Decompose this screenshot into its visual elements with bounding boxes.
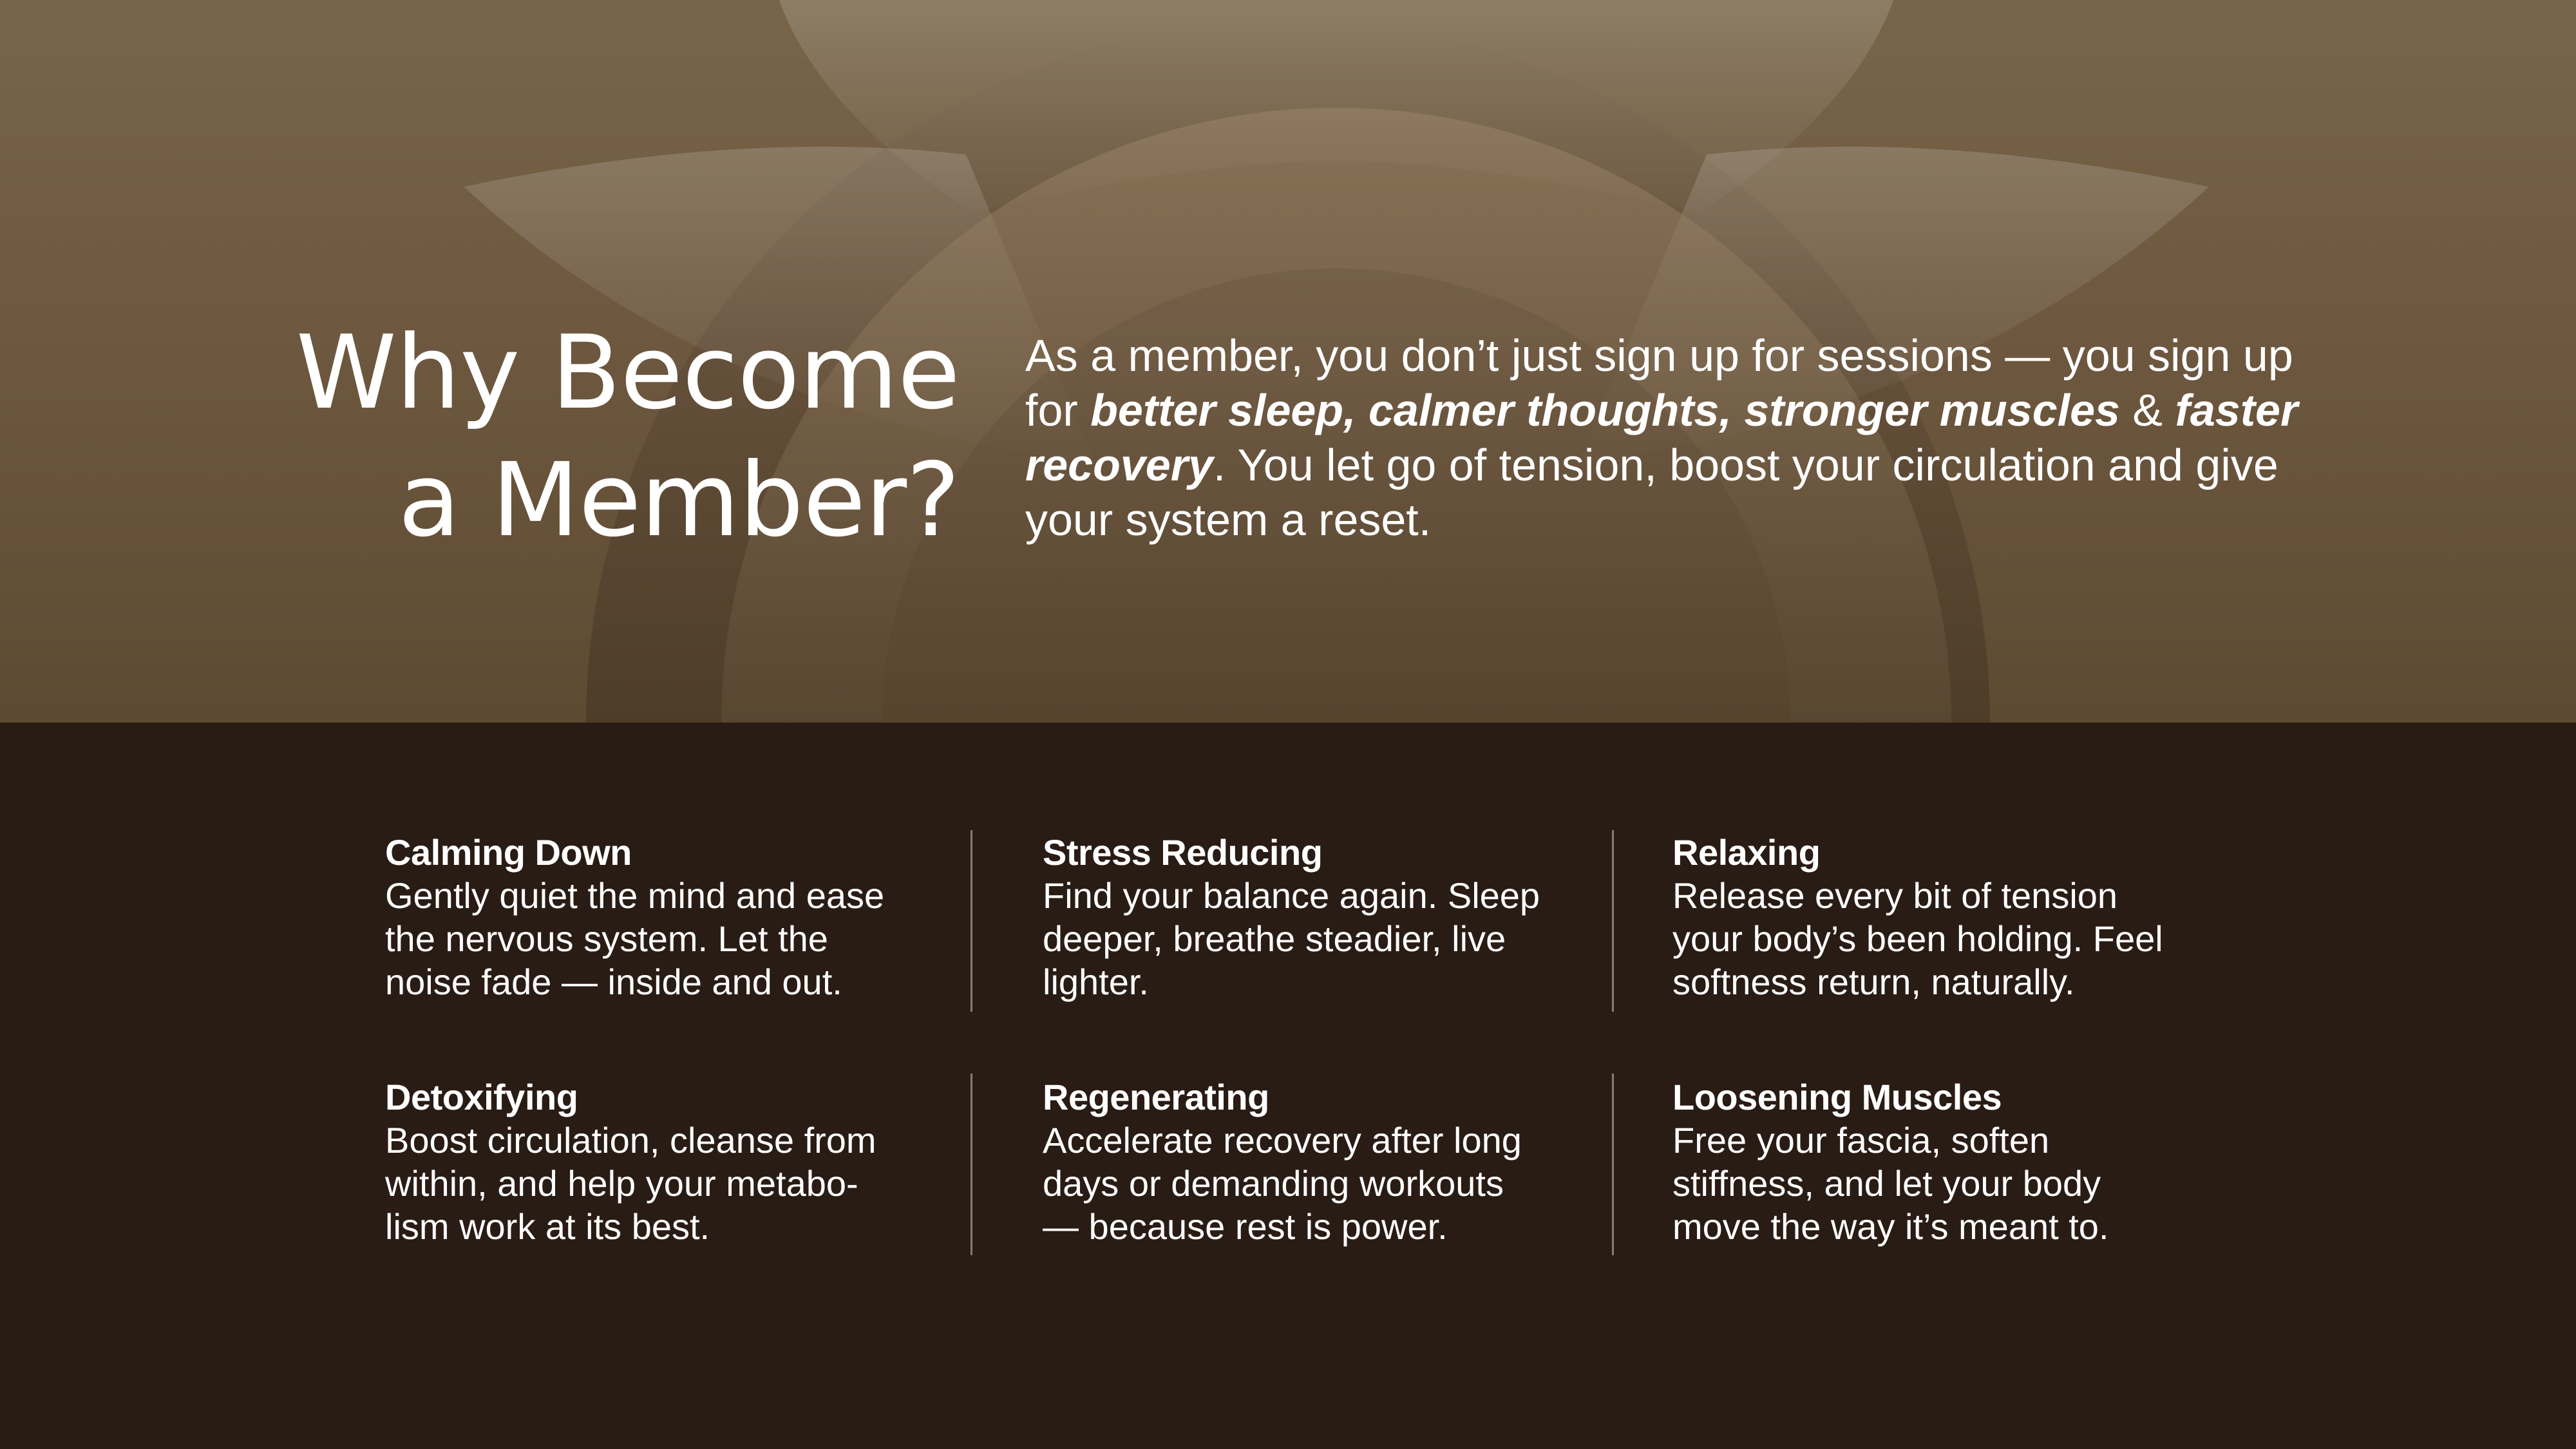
benefit-calming-down	[385, 831, 939, 1003]
page-headline	[296, 309, 960, 564]
benefit-loosening-muscles	[1672, 1075, 2226, 1248]
column-divider	[1612, 1074, 1614, 1255]
benefit-detoxifying	[385, 1075, 939, 1248]
headline-line-1: Why Become	[296, 314, 960, 432]
hero-section	[0, 0, 2576, 723]
benefit-title: Relaxing	[1672, 832, 1821, 873]
intro-text-part-1: As a member, you don’t just sign up for sessions — you sign up for	[1025, 330, 2293, 435]
column-divider	[971, 830, 972, 1012]
benefits-section	[0, 723, 2576, 1449]
intro-paragraph	[1025, 328, 2313, 547]
benefit-stress-reducing	[1043, 831, 1596, 1003]
benefit-description: Gently quiet the mind and ease the nervous system. Let the noise fade — inside and out.	[385, 875, 885, 1002]
column-divider	[1612, 830, 1614, 1012]
benefit-title: Calming Down	[385, 832, 632, 873]
benefit-description: Find your balance again. Sleep deeper, breathe steadier, live lighter.	[1043, 875, 1540, 1002]
benefit-regenerating	[1043, 1075, 1596, 1248]
benefit-description: Release every bit of tension your body’s been holding. Feel softness return, naturally.	[1672, 875, 2163, 1002]
headline-line-2: a Member?	[398, 441, 960, 560]
benefit-title: Stress Reducing	[1043, 832, 1323, 873]
benefit-description: Accelerate recovery after long days or demanding workouts — because rest is power.	[1043, 1120, 1522, 1247]
intro-emphasis-1: better sleep, calmer thoughts, stronger muscles	[1090, 385, 2120, 435]
column-divider	[971, 1074, 972, 1255]
benefit-relaxing	[1672, 831, 2226, 1003]
intro-text-part-3: . You let go of tension, boost your circulation and give your system a reset.	[1025, 440, 2278, 545]
intro-text-part-2: &	[2119, 385, 2175, 435]
benefit-title: Loosening Muscles	[1672, 1077, 2002, 1117]
intro-emphasis-2: faster recovery	[1025, 385, 2298, 490]
benefit-title: Detoxifying	[385, 1077, 578, 1117]
benefit-title: Regenerating	[1043, 1077, 1269, 1117]
benefit-description: Boost circulation, cleanse from within, and help your metabo- lism work at its best.	[385, 1120, 876, 1247]
benefit-description: Free your fascia, soften stiffness, and let your body move the way it’s meant to.	[1672, 1120, 2109, 1247]
